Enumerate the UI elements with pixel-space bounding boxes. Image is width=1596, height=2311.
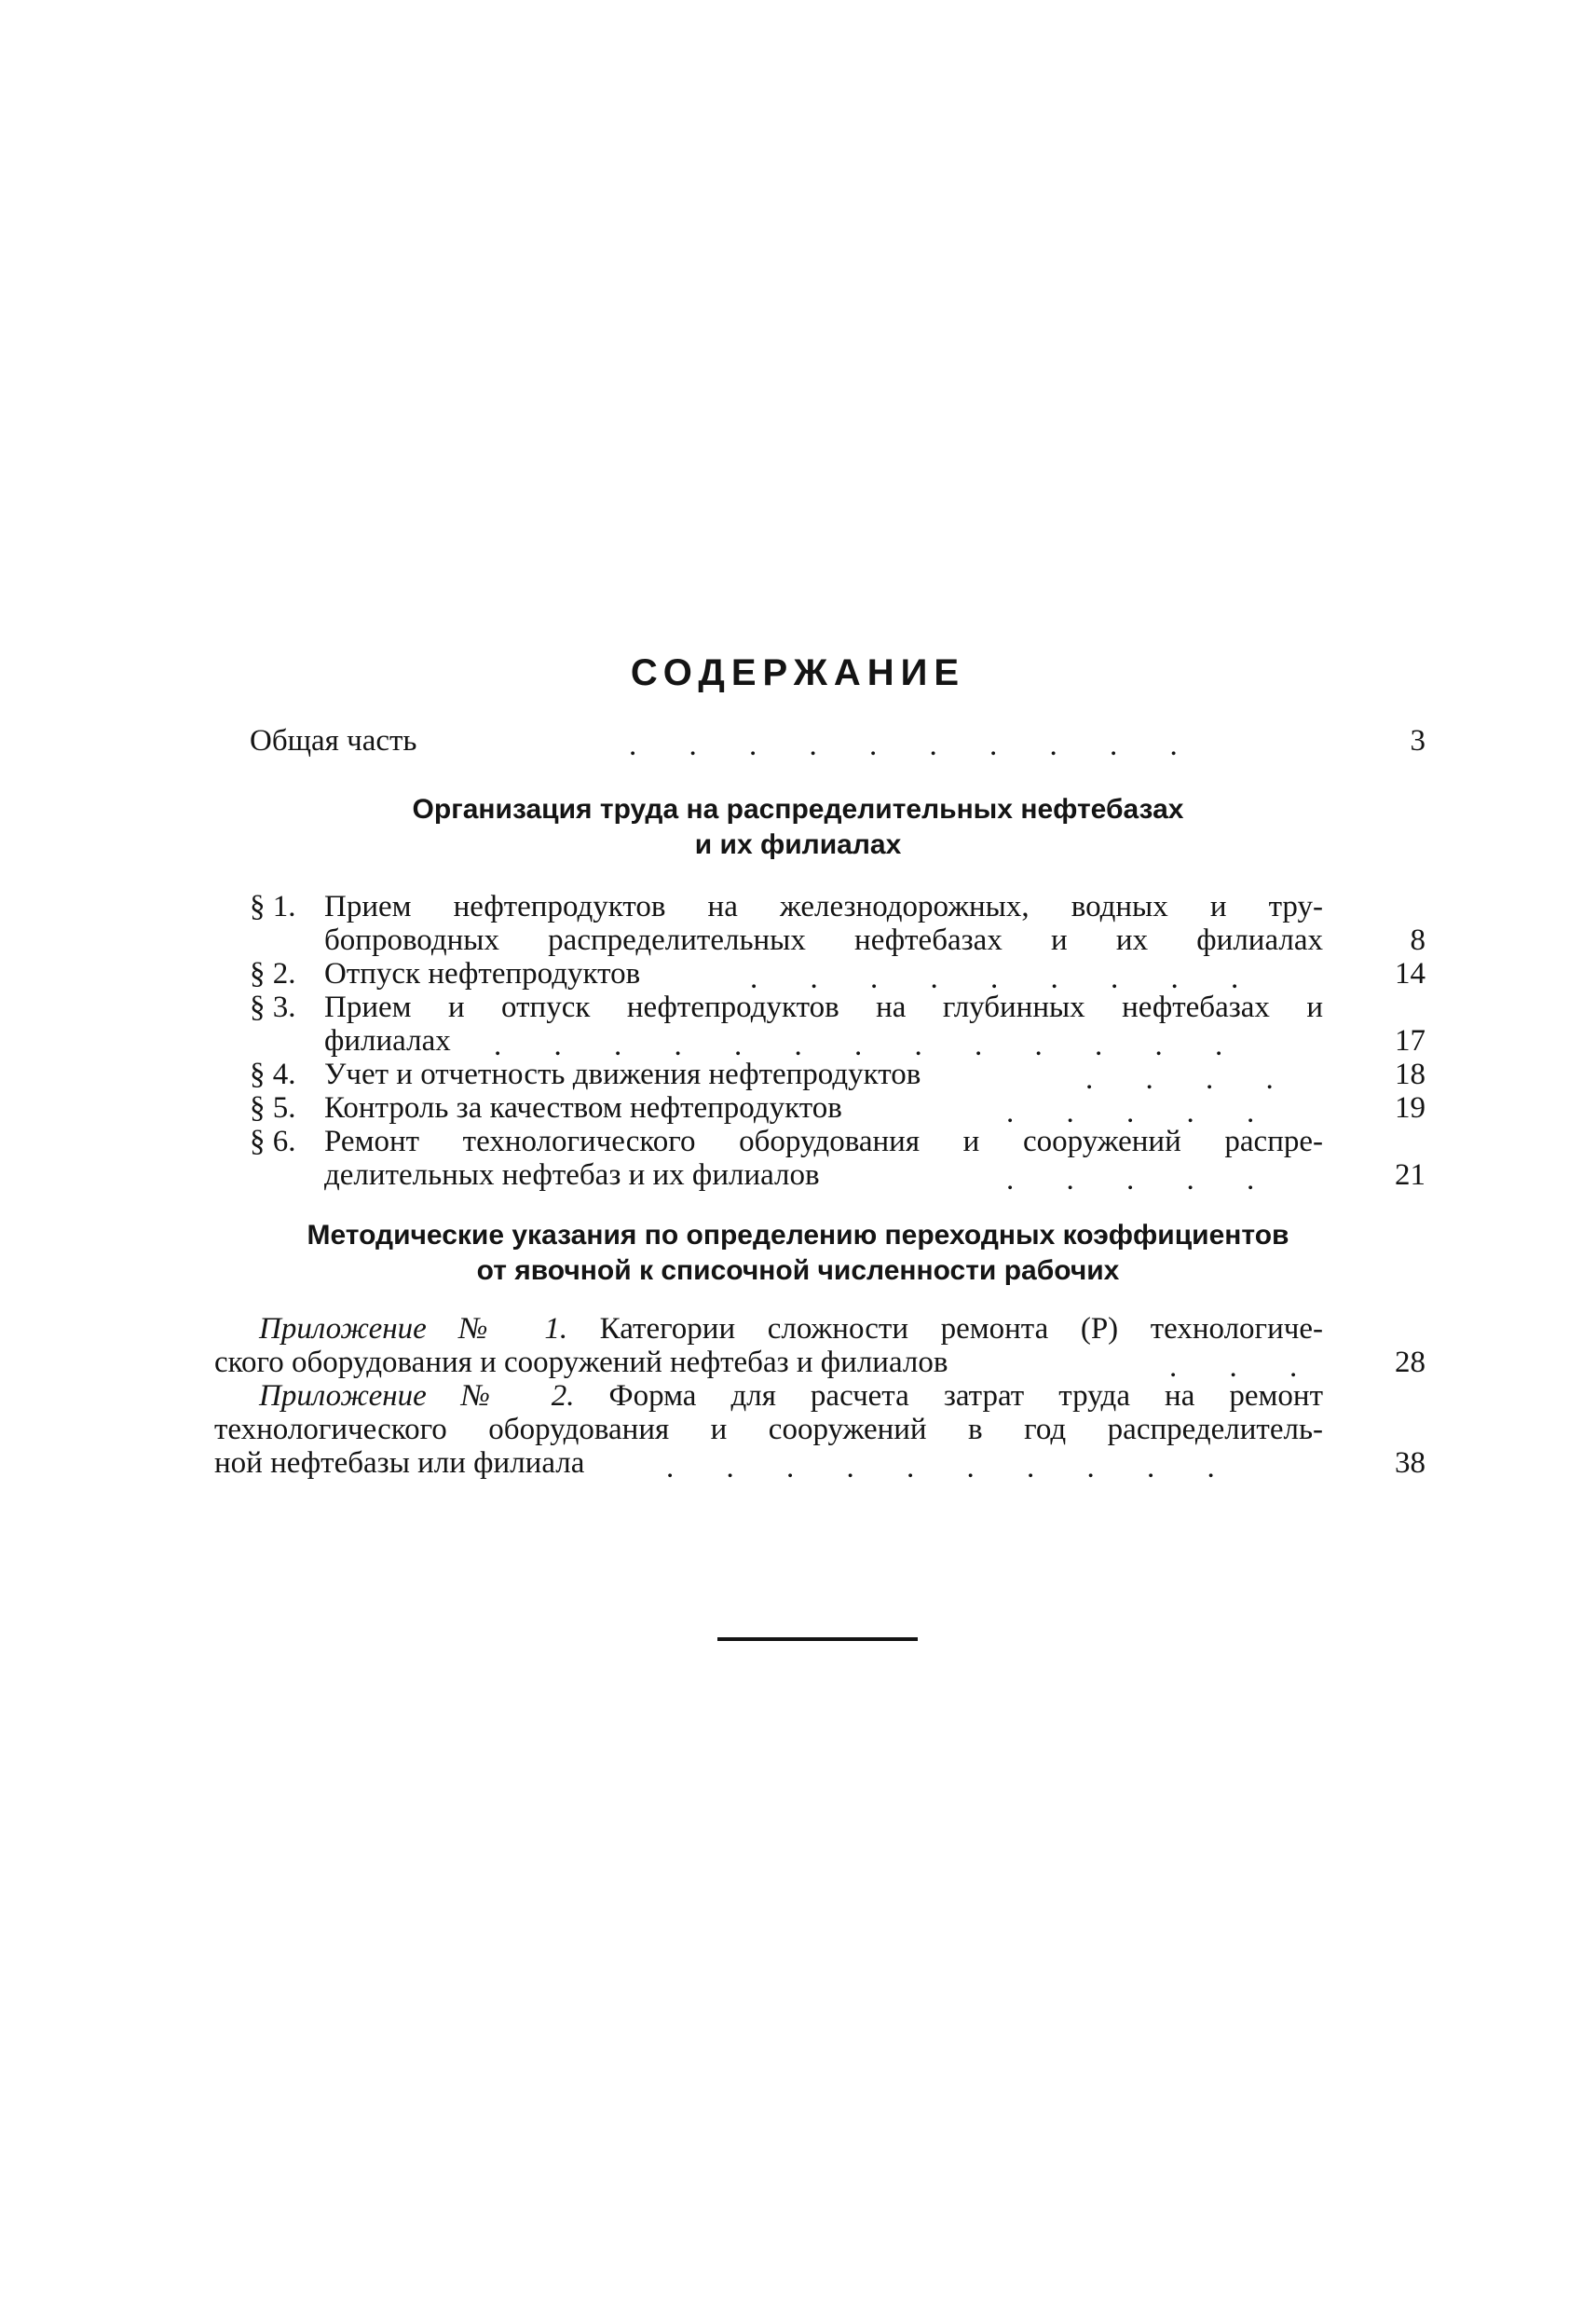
closing-rule <box>717 1637 918 1641</box>
toc-page-1: 8 <box>1410 923 1425 957</box>
toc-mark-6: § 6. <box>250 1125 296 1158</box>
section-heading-organization <box>0 792 1596 863</box>
toc-appendix-2-line2: технологического оборудования и сооружений в год распределитель- <box>214 1413 1323 1446</box>
toc-leader-6: . . . . . <box>1006 1163 1277 1197</box>
toc-page-3: 17 <box>1395 1024 1425 1058</box>
toc-entry-general: Общая часть <box>250 724 417 758</box>
toc-title: СОДЕРЖАНИЕ <box>630 652 966 693</box>
toc-leader-4: . . . . <box>1085 1062 1296 1096</box>
toc-entry-6-line2: делительных нефтебаз и их филиалов <box>324 1158 820 1192</box>
toc-entry-3-line1: Прием и отпуск нефтепродуктов на глубинных нефтебазах и <box>324 991 1323 1024</box>
toc-mark-3: § 3. <box>250 991 296 1024</box>
toc-page-general: 3 <box>1410 724 1425 758</box>
toc-page-4: 18 <box>1395 1058 1425 1091</box>
section-heading-line: от явочной к списочной численности рабочих <box>476 1255 1120 1286</box>
toc-leader-3: . . . . . . . . . . . . . <box>494 1029 1246 1062</box>
toc-entry-4: Учет и отчетность движения нефтепродуктов <box>324 1058 921 1091</box>
toc-entry-5: Контроль за качеством нефтепродуктов <box>324 1091 842 1125</box>
appendix-text: Категории сложности ремонта (Р) технологиче- <box>599 1312 1323 1346</box>
toc-page-6: 21 <box>1395 1158 1425 1192</box>
toc-mark-4: § 4. <box>250 1058 296 1091</box>
toc-page-appendix-2: 38 <box>1395 1446 1425 1480</box>
toc-entry-3-line2: филиалах <box>324 1024 451 1058</box>
toc-leader-2: . . . . . . . . . <box>750 962 1262 995</box>
toc-mark-2: § 2. <box>250 957 296 991</box>
toc-page-appendix-1: 28 <box>1395 1346 1425 1379</box>
toc-leader-general: . . . . . . . . . . <box>629 729 1200 762</box>
appendix-label: Приложение № 1. <box>259 1312 568 1346</box>
toc-appendix-2-line1 <box>259 1379 1323 1413</box>
toc-entry-6-line1: Ремонт технологического оборудования и сооружений распре- <box>324 1125 1323 1158</box>
toc-entry-1-line2: бопроводных распределительных нефтебазах и их филиалах <box>324 923 1323 957</box>
toc-entry-1-line1: Прием нефтепродуктов на железнодорожных, водных и тру- <box>324 890 1323 923</box>
section-heading-line: и их филиалах <box>694 829 902 860</box>
toc-appendix-2-line3: ной нефтебазы или филиала <box>214 1446 585 1480</box>
section-heading-methodology <box>0 1218 1596 1289</box>
section-heading-line: Методические указания по определению переходных коэффициентов <box>307 1220 1289 1251</box>
section-heading-line: Организация труда на распределительных нефтебазах <box>412 794 1184 825</box>
toc-entry-2: Отпуск нефтепродуктов <box>324 957 641 991</box>
toc-leader-appendix-2: . . . . . . . . . . <box>666 1451 1237 1484</box>
toc-appendix-1-line2: ского оборудования и сооружений нефтебаз и филиалов <box>214 1346 948 1379</box>
toc-appendix-1-line1 <box>259 1312 1323 1346</box>
appendix-label: Приложение № 2. <box>259 1379 575 1413</box>
toc-leader-appendix-1: . . . <box>1169 1350 1320 1384</box>
toc-mark-1: § 1. <box>250 890 296 923</box>
toc-page-5: 19 <box>1395 1091 1425 1125</box>
toc-leader-5: . . . . . <box>1006 1096 1277 1129</box>
toc-page-2: 14 <box>1395 957 1425 991</box>
appendix-text: Форма для расчета затрат труда на ремонт <box>608 1379 1323 1413</box>
toc-mark-5: § 5. <box>250 1091 296 1125</box>
